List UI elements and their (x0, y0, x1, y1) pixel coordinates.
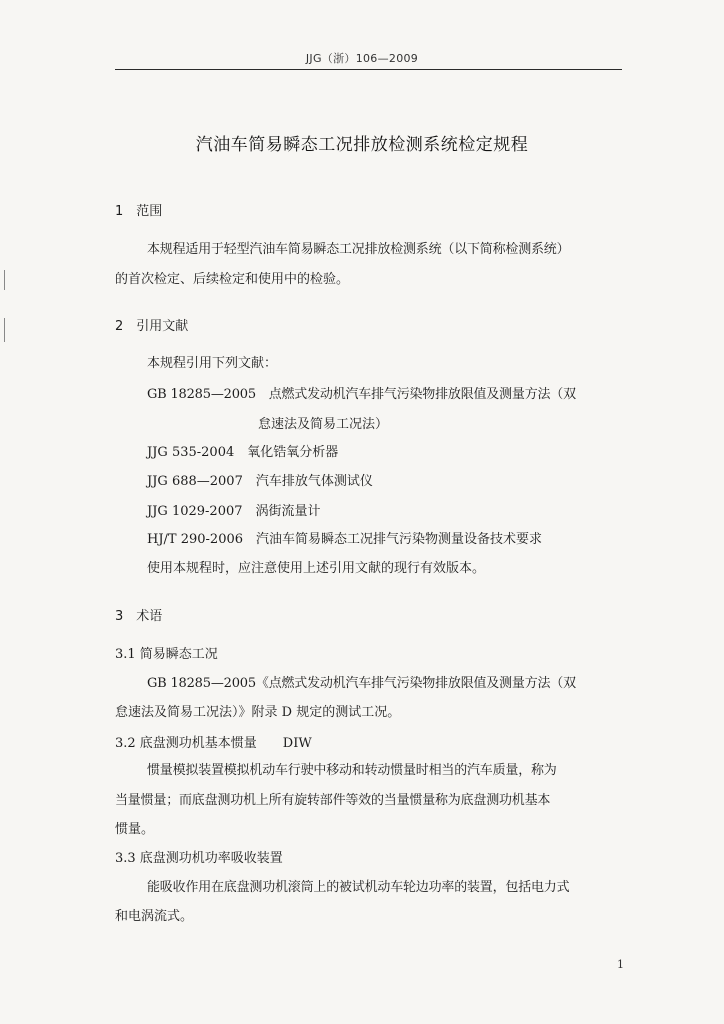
subsection-3-1-line-2: 怠速法及简易工况法）》附录 D 规定的测试工况。 (115, 705, 401, 720)
subsection-3-1-line-1: GB 18285—2005《点燃式发动机汽车排气污染物排放限值及测量方法（双 (147, 676, 576, 691)
subsection-3-2-line-3: 惯量。 (115, 822, 155, 837)
section-2-note: 使用本规程时，应注意使用上述引用文献的现行有效版本。 (147, 561, 486, 576)
subsection-3-3-line-2: 和电涡流式。 (115, 909, 194, 924)
section-2-heading: 2 引用文献 (115, 319, 189, 334)
subsection-3-2-heading: 3.2 底盘测功机基本惯量 DIW (115, 736, 312, 751)
reference-item-continuation: 怠速法及简易工况法） (258, 417, 389, 432)
reference-item: JJG 1029-2007 涡街流量计 (147, 504, 321, 519)
section-3-heading: 3 术语 (115, 609, 163, 624)
reference-item: JJG 688—2007 汽车排放气体测试仪 (147, 474, 373, 489)
section-1-heading: 1 范围 (115, 204, 163, 219)
reference-item: GB 18285—2005 点燃式发动机汽车排气污染物排放限值及测量方法（双 (147, 387, 576, 402)
subsection-3-3-heading: 3.3 底盘测功机功率吸收装置 (115, 851, 283, 866)
subsection-3-3-line-1: 能吸收作用在底盘测功机滚筒上的被试机动车轮边功率的装置，包括电力式 (147, 880, 570, 895)
reference-item: HJ/T 290-2006 汽油车简易瞬态工况排气污染物测量设备技术要求 (147, 532, 543, 547)
subsection-3-2-line-1: 惯量模拟装置模拟机动车行驶中移动和转动惯量时相当的汽车质量，称为 (147, 763, 557, 778)
header-code: JJG（浙）106—2009 (305, 52, 419, 65)
section-1-line-1: 本规程适用于轻型汽油车简易瞬态工况排放检测系统（以下简称检测系统） (147, 242, 570, 257)
section-2-intro: 本规程引用下列文献： (147, 356, 278, 371)
page-title: 汽油车简易瞬态工况排放检测系统检定规程 (195, 135, 529, 155)
scan-edge-mark (4, 318, 5, 342)
header-rule (115, 69, 622, 70)
subsection-3-1-heading: 3.1 简易瞬态工况 (115, 647, 218, 662)
section-1-line-2: 的首次检定、后续检定和使用中的检验。 (115, 272, 350, 287)
subsection-3-2-line-2: 当量惯量；而底盘测功机上所有旋转部件等效的当量惯量称为底盘测功机基本 (115, 793, 551, 808)
scan-edge-mark (4, 270, 5, 290)
page-number: 1 (617, 958, 624, 971)
reference-item: JJG 535-2004 氧化锆氧分析器 (147, 445, 339, 460)
